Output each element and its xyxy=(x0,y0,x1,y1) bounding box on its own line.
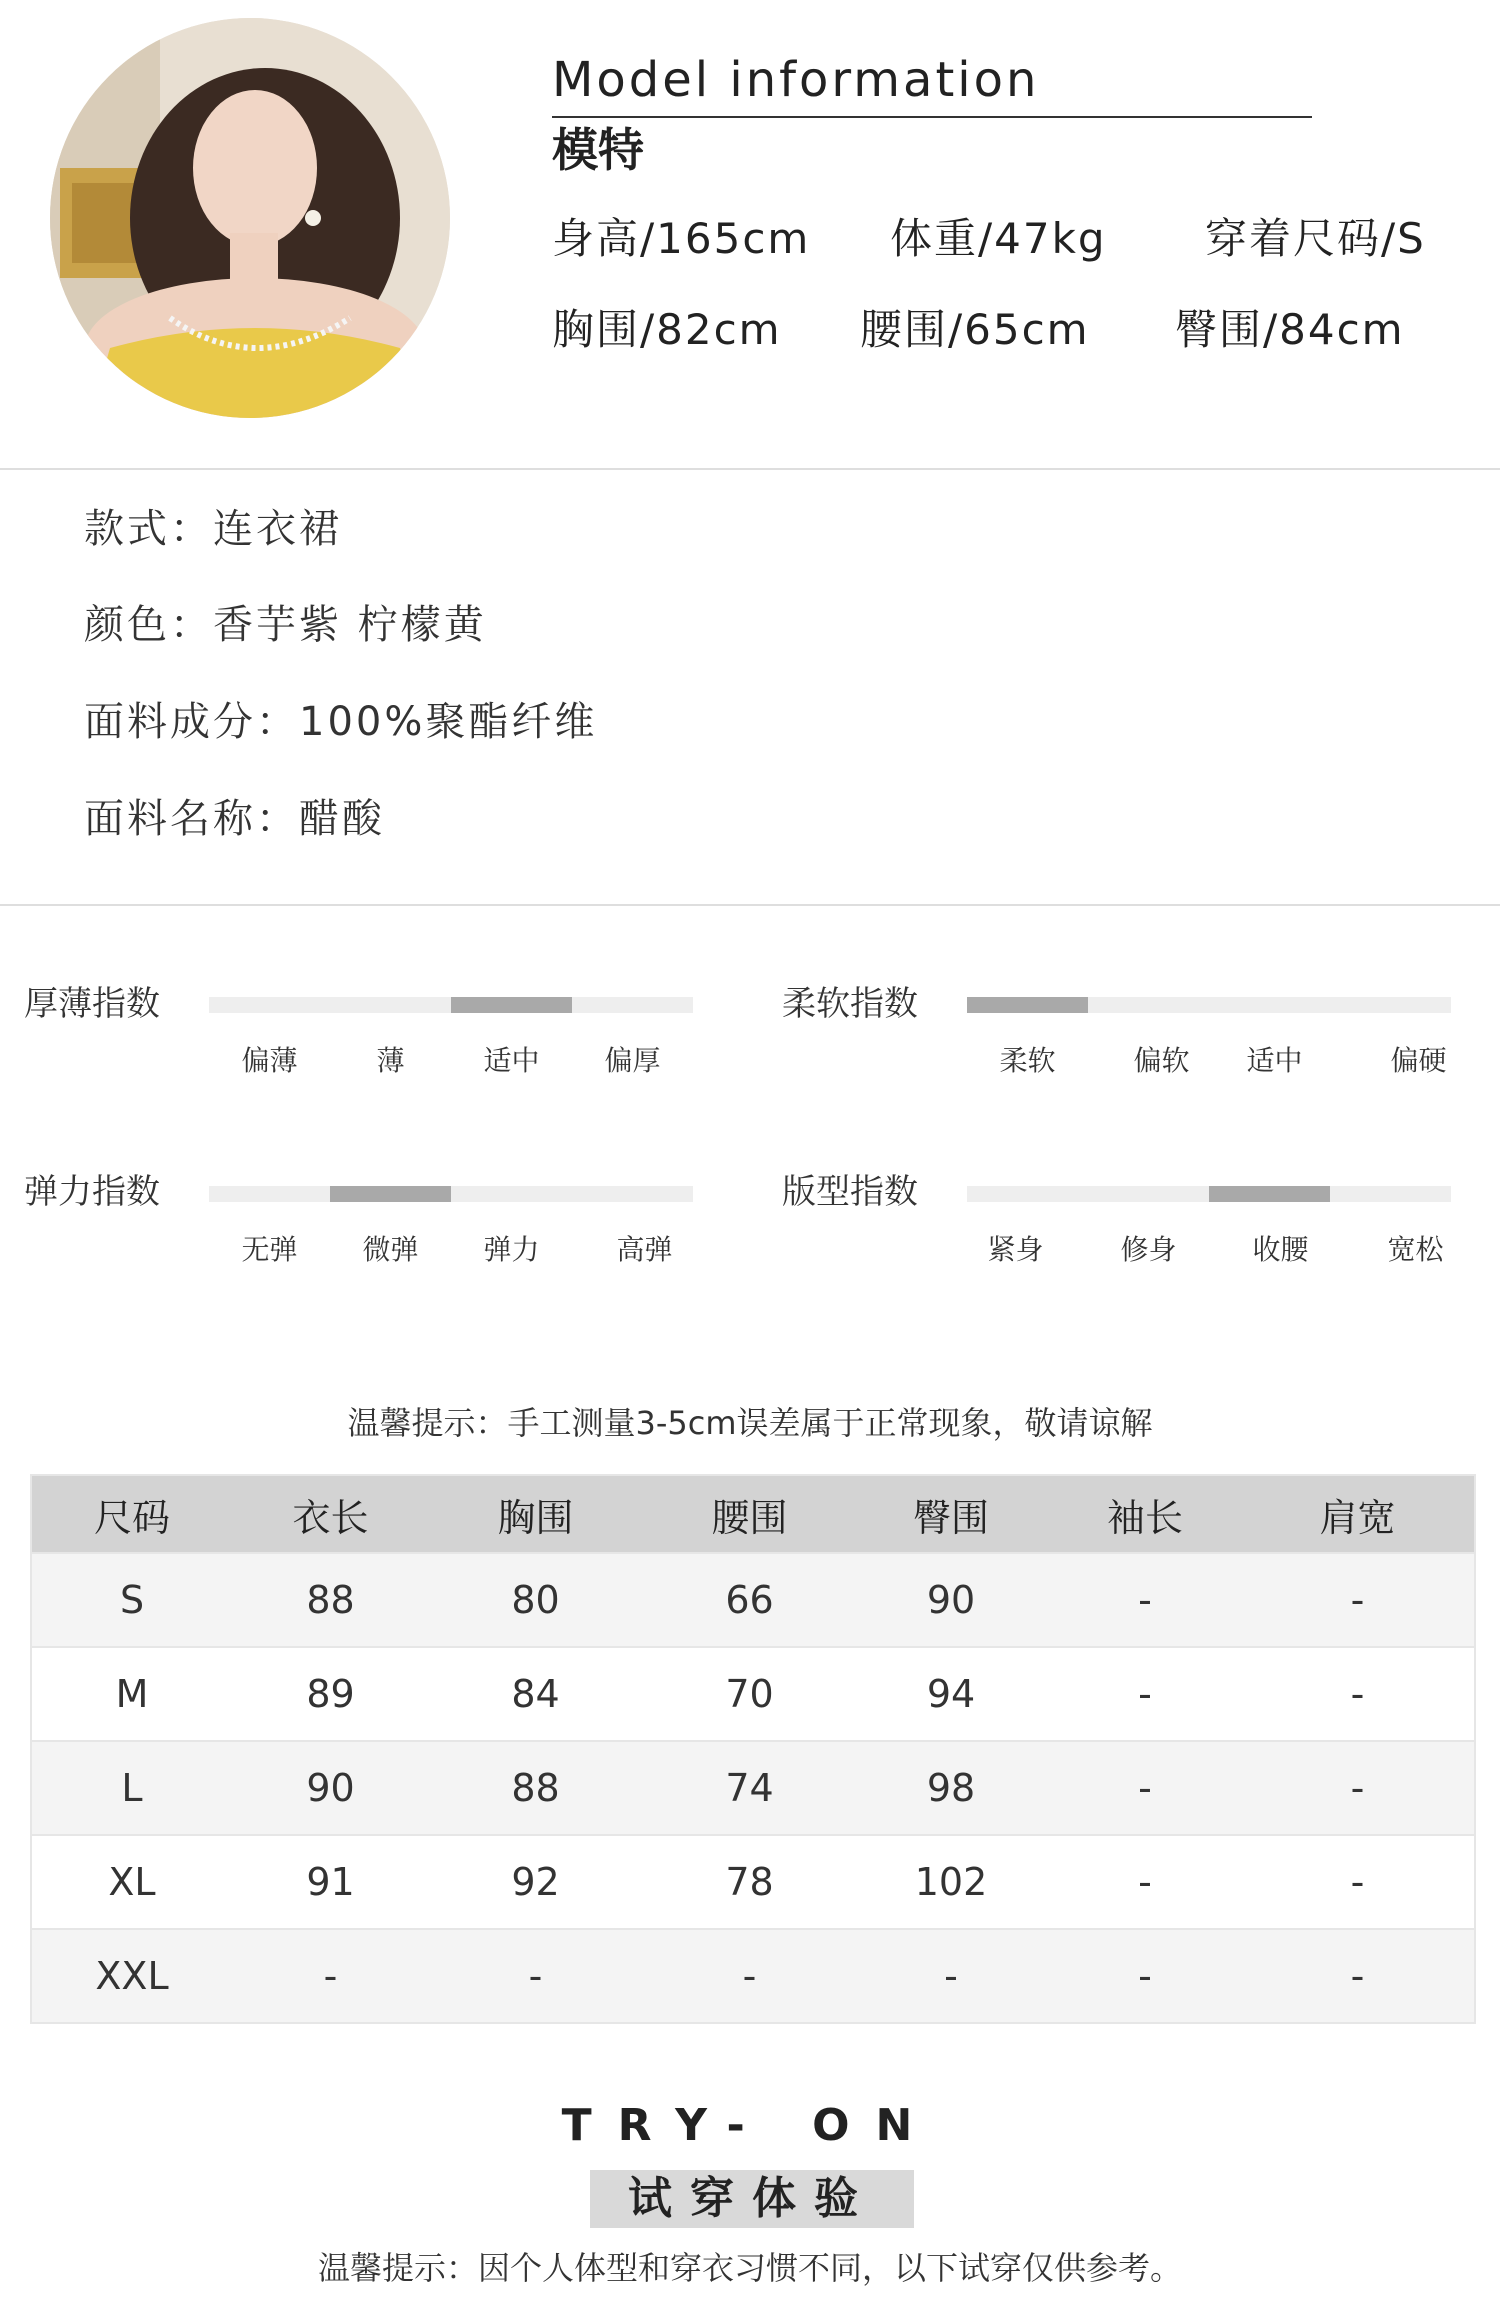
index-tick: 薄 xyxy=(376,1044,405,1077)
table-cell: 90 xyxy=(306,1766,355,1810)
attr-fabric: 面料成分：100%聚酯纤维 xyxy=(84,699,598,745)
index-tick: 无弹 xyxy=(241,1233,298,1266)
tryon-cn-title: 试穿体验 xyxy=(628,2173,876,2224)
table-cell: 92 xyxy=(511,1860,560,1904)
index-level xyxy=(330,1186,451,1202)
index-label: 厚薄指数 xyxy=(24,984,160,1024)
table-cell: - xyxy=(1350,1860,1365,1904)
index-tick: 微弹 xyxy=(362,1233,419,1266)
table-cell: - xyxy=(1350,1578,1365,1622)
tryon-title: TRY- ON xyxy=(561,2100,939,2151)
table-header-cell: 胸围 xyxy=(497,1495,574,1540)
index-tick: 高弹 xyxy=(616,1233,673,1266)
index-track xyxy=(209,997,693,1013)
index-tick: 偏薄 xyxy=(241,1044,298,1077)
index-level xyxy=(451,997,572,1013)
model-size: 穿着尺码/S xyxy=(1205,214,1426,263)
model-height: 身高/165cm xyxy=(552,214,811,263)
attr-fabric-name: 面料名称：醋酸 xyxy=(84,796,385,842)
table-header-cell: 袖长 xyxy=(1106,1495,1183,1540)
model-bust: 胸围/82cm xyxy=(552,305,782,354)
tryon-tip: 温馨提示：因个人体型和穿衣习惯不同，以下试穿仅供参考。 xyxy=(317,2249,1182,2287)
model-photo xyxy=(50,18,450,418)
table-cell: - xyxy=(944,1954,958,1998)
table-cell: L xyxy=(121,1766,143,1810)
table-cell: - xyxy=(1350,1672,1365,1716)
size-table xyxy=(30,1474,1476,2024)
table-cell: 78 xyxy=(725,1860,774,1904)
measurement-tip: 温馨提示：手工测量3-5cm误差属于正常现象，敬请谅解 xyxy=(347,1404,1153,1442)
table-cell: 66 xyxy=(725,1578,774,1622)
index-tick: 适中 xyxy=(1246,1044,1303,1077)
table-cell: - xyxy=(742,1954,757,1998)
table-cell: 89 xyxy=(306,1672,355,1716)
index-track xyxy=(967,997,1451,1013)
index-tick: 柔软 xyxy=(999,1044,1056,1077)
table-cell: - xyxy=(1350,1766,1365,1810)
model-cn-title: 模特 xyxy=(552,123,644,177)
table-cell: - xyxy=(1138,1766,1152,1810)
index-tick: 收腰 xyxy=(1252,1233,1309,1266)
index-tick: 偏硬 xyxy=(1390,1044,1447,1077)
index-tick: 紧身 xyxy=(987,1233,1044,1266)
table-cell: 88 xyxy=(306,1578,355,1622)
table-cell: - xyxy=(1138,1578,1152,1622)
model-photo-illustration xyxy=(50,18,450,418)
table-header-row xyxy=(32,1476,1474,1552)
table-cell: - xyxy=(1138,1672,1152,1716)
index-track xyxy=(209,1186,693,1202)
table-cell: 74 xyxy=(725,1766,774,1810)
table-row xyxy=(32,1928,1474,2022)
table-cell: 88 xyxy=(511,1766,560,1810)
table-cell: 80 xyxy=(511,1578,560,1622)
index-tick: 弹力 xyxy=(483,1233,540,1266)
index-label: 柔软指数 xyxy=(782,984,918,1024)
model-waist: 腰围/65cm xyxy=(860,305,1090,354)
table-cell: 98 xyxy=(926,1766,976,1810)
model-hip: 臀围/84cm xyxy=(1175,305,1405,354)
table-cell: - xyxy=(323,1954,338,1998)
index-label: 版型指数 xyxy=(782,1172,918,1212)
table-cell: - xyxy=(1350,1954,1365,1998)
index-label: 弹力指数 xyxy=(24,1172,160,1212)
table-cell: - xyxy=(1138,1860,1152,1904)
table-cell: 102 xyxy=(914,1860,988,1904)
attr-style: 款式：连衣裙 xyxy=(84,506,342,552)
index-level xyxy=(1209,1186,1330,1202)
index-tick: 偏厚 xyxy=(604,1044,661,1077)
table-row xyxy=(32,1740,1474,1834)
table-cell: M xyxy=(115,1672,149,1716)
index-tick: 适中 xyxy=(483,1044,540,1077)
table-cell: 70 xyxy=(725,1672,774,1716)
index-track xyxy=(967,1186,1451,1202)
table-header-cell: 肩宽 xyxy=(1319,1495,1396,1540)
table-cell: - xyxy=(528,1954,543,1998)
table-row xyxy=(32,1834,1474,1928)
index-tick: 偏软 xyxy=(1133,1044,1190,1077)
index-tick: 修身 xyxy=(1120,1233,1177,1266)
table-cell: 94 xyxy=(926,1672,976,1716)
table-cell: 91 xyxy=(306,1860,355,1904)
table-cell: S xyxy=(119,1578,145,1622)
title-underline xyxy=(552,116,1312,118)
table-row xyxy=(32,1646,1474,1740)
table-cell: XL xyxy=(108,1860,156,1904)
index-tick: 宽松 xyxy=(1387,1233,1444,1266)
index-level xyxy=(967,997,1088,1013)
table-header-cell: 衣长 xyxy=(292,1495,369,1540)
table-cell: XXL xyxy=(95,1954,169,1998)
table-row xyxy=(32,1552,1474,1646)
table-cell: - xyxy=(1138,1954,1152,1998)
section-divider xyxy=(0,904,1500,906)
table-header-cell: 腰围 xyxy=(711,1495,788,1540)
attr-color: 颜色：香芋紫 柠檬黄 xyxy=(84,602,487,648)
table-header-cell: 尺码 xyxy=(93,1495,170,1540)
table-header-cell: 臀围 xyxy=(912,1495,989,1540)
table-cell: 84 xyxy=(511,1672,560,1716)
model-info-title: Model information xyxy=(552,52,1040,108)
section-divider xyxy=(0,468,1500,470)
model-weight: 体重/47kg xyxy=(890,214,1107,263)
table-cell: 90 xyxy=(926,1578,976,1622)
